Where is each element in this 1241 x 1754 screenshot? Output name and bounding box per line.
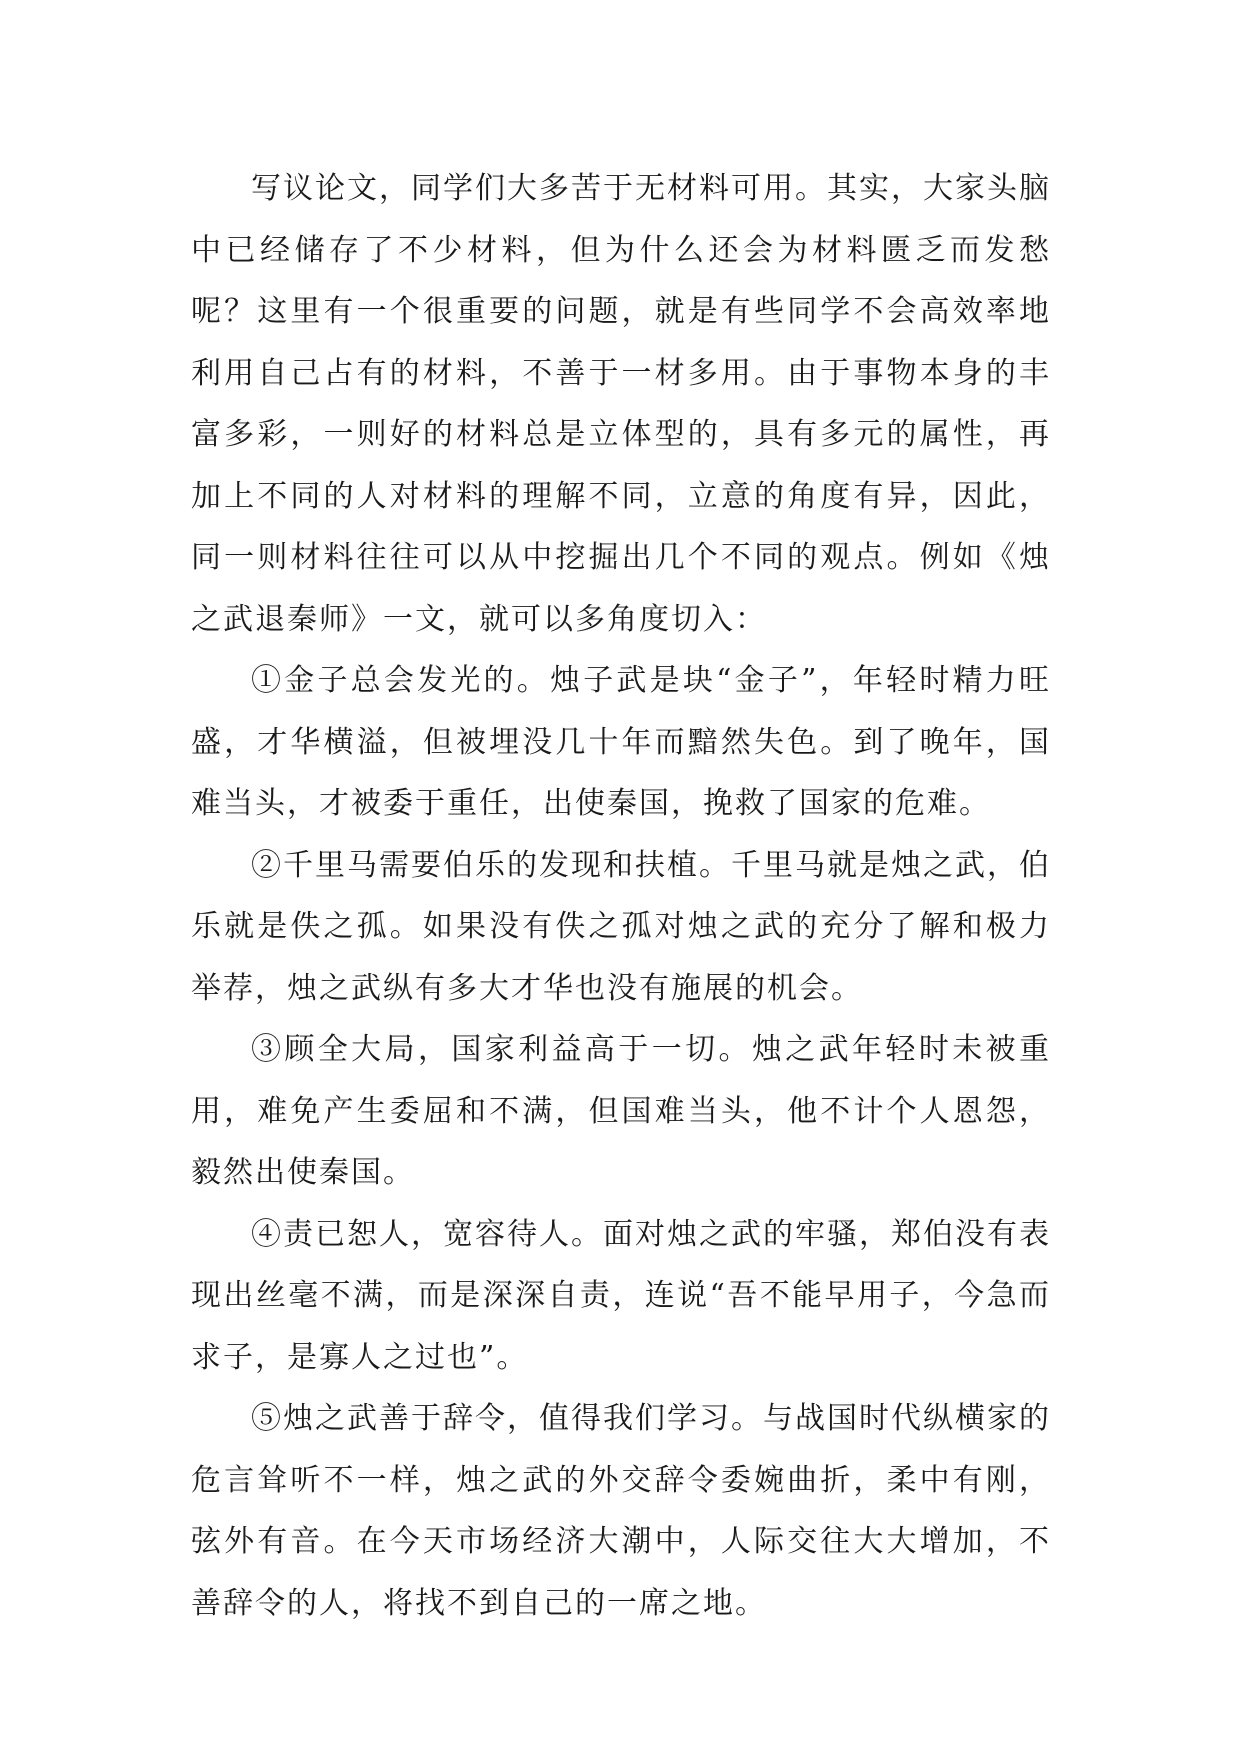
viewpoint-paragraph-2: ②千里马需要伯乐的发现和扶植。千里马就是烛之武，伯乐就是佚之孤。如果没有佚之孤对烛之武的充分了解和极力举荐，烛之武纵有多大才华也没有施展的机会。 <box>191 847 1051 1006</box>
intro-paragraph: 写议论文，同学们大多苦于无材料可用。其实，大家头脑中已经储存了不少材料，但为什么还会为材料匮乏而发愁呢？这里有一个很重要的问题，就是有些同学不会高效率地利用自己占有的材料，不善于一材多用。由于事物本身的丰富多彩，一则好的材料总是立体型的，具有多元的属性，再加上不同的人对材料的理解不同，立意的角度有异，因此，同一则材料往往可以从中挖掘出几个不同的观点。例如《烛之武退秦师》一文，就可以多角度切入： <box>191 171 1051 637</box>
viewpoint-paragraph-1: ①金子总会发光的。烛子武是块“金子”，年轻时精力旺盛，才华横溢，但被埋没几十年而黯然失色。到了晚年，国难当头，才被委于重任，出使秦国，挽救了国家的危难。 <box>191 663 1051 821</box>
viewpoint-paragraph-5: ⑤烛之武善于辞令，值得我们学习。与战国时代纵横家的危言耸听不一样，烛之武的外交辞令委婉曲折，柔中有刚，弦外有音。在今天市场经济大潮中，人际交往大大增加，不善辞令的人，将找不到自己的一席之地。 <box>191 1401 1051 1621</box>
document-body <box>191 158 1051 1634</box>
viewpoint-paragraph-4: ④责已恕人，宽容待人。面对烛之武的牢骚，郑伯没有表现出丝毫不满，而是深深自责，连说“吾不能早用子，今急而求子，是寡人之过也”。 <box>191 1216 1051 1375</box>
viewpoint-paragraph-3: ③顾全大局，国家利益高于一切。烛之武年轻时未被重用，难免产生委屈和不满，但国难当头，他不计个人恩怨，毅然出使秦国。 <box>191 1032 1051 1190</box>
